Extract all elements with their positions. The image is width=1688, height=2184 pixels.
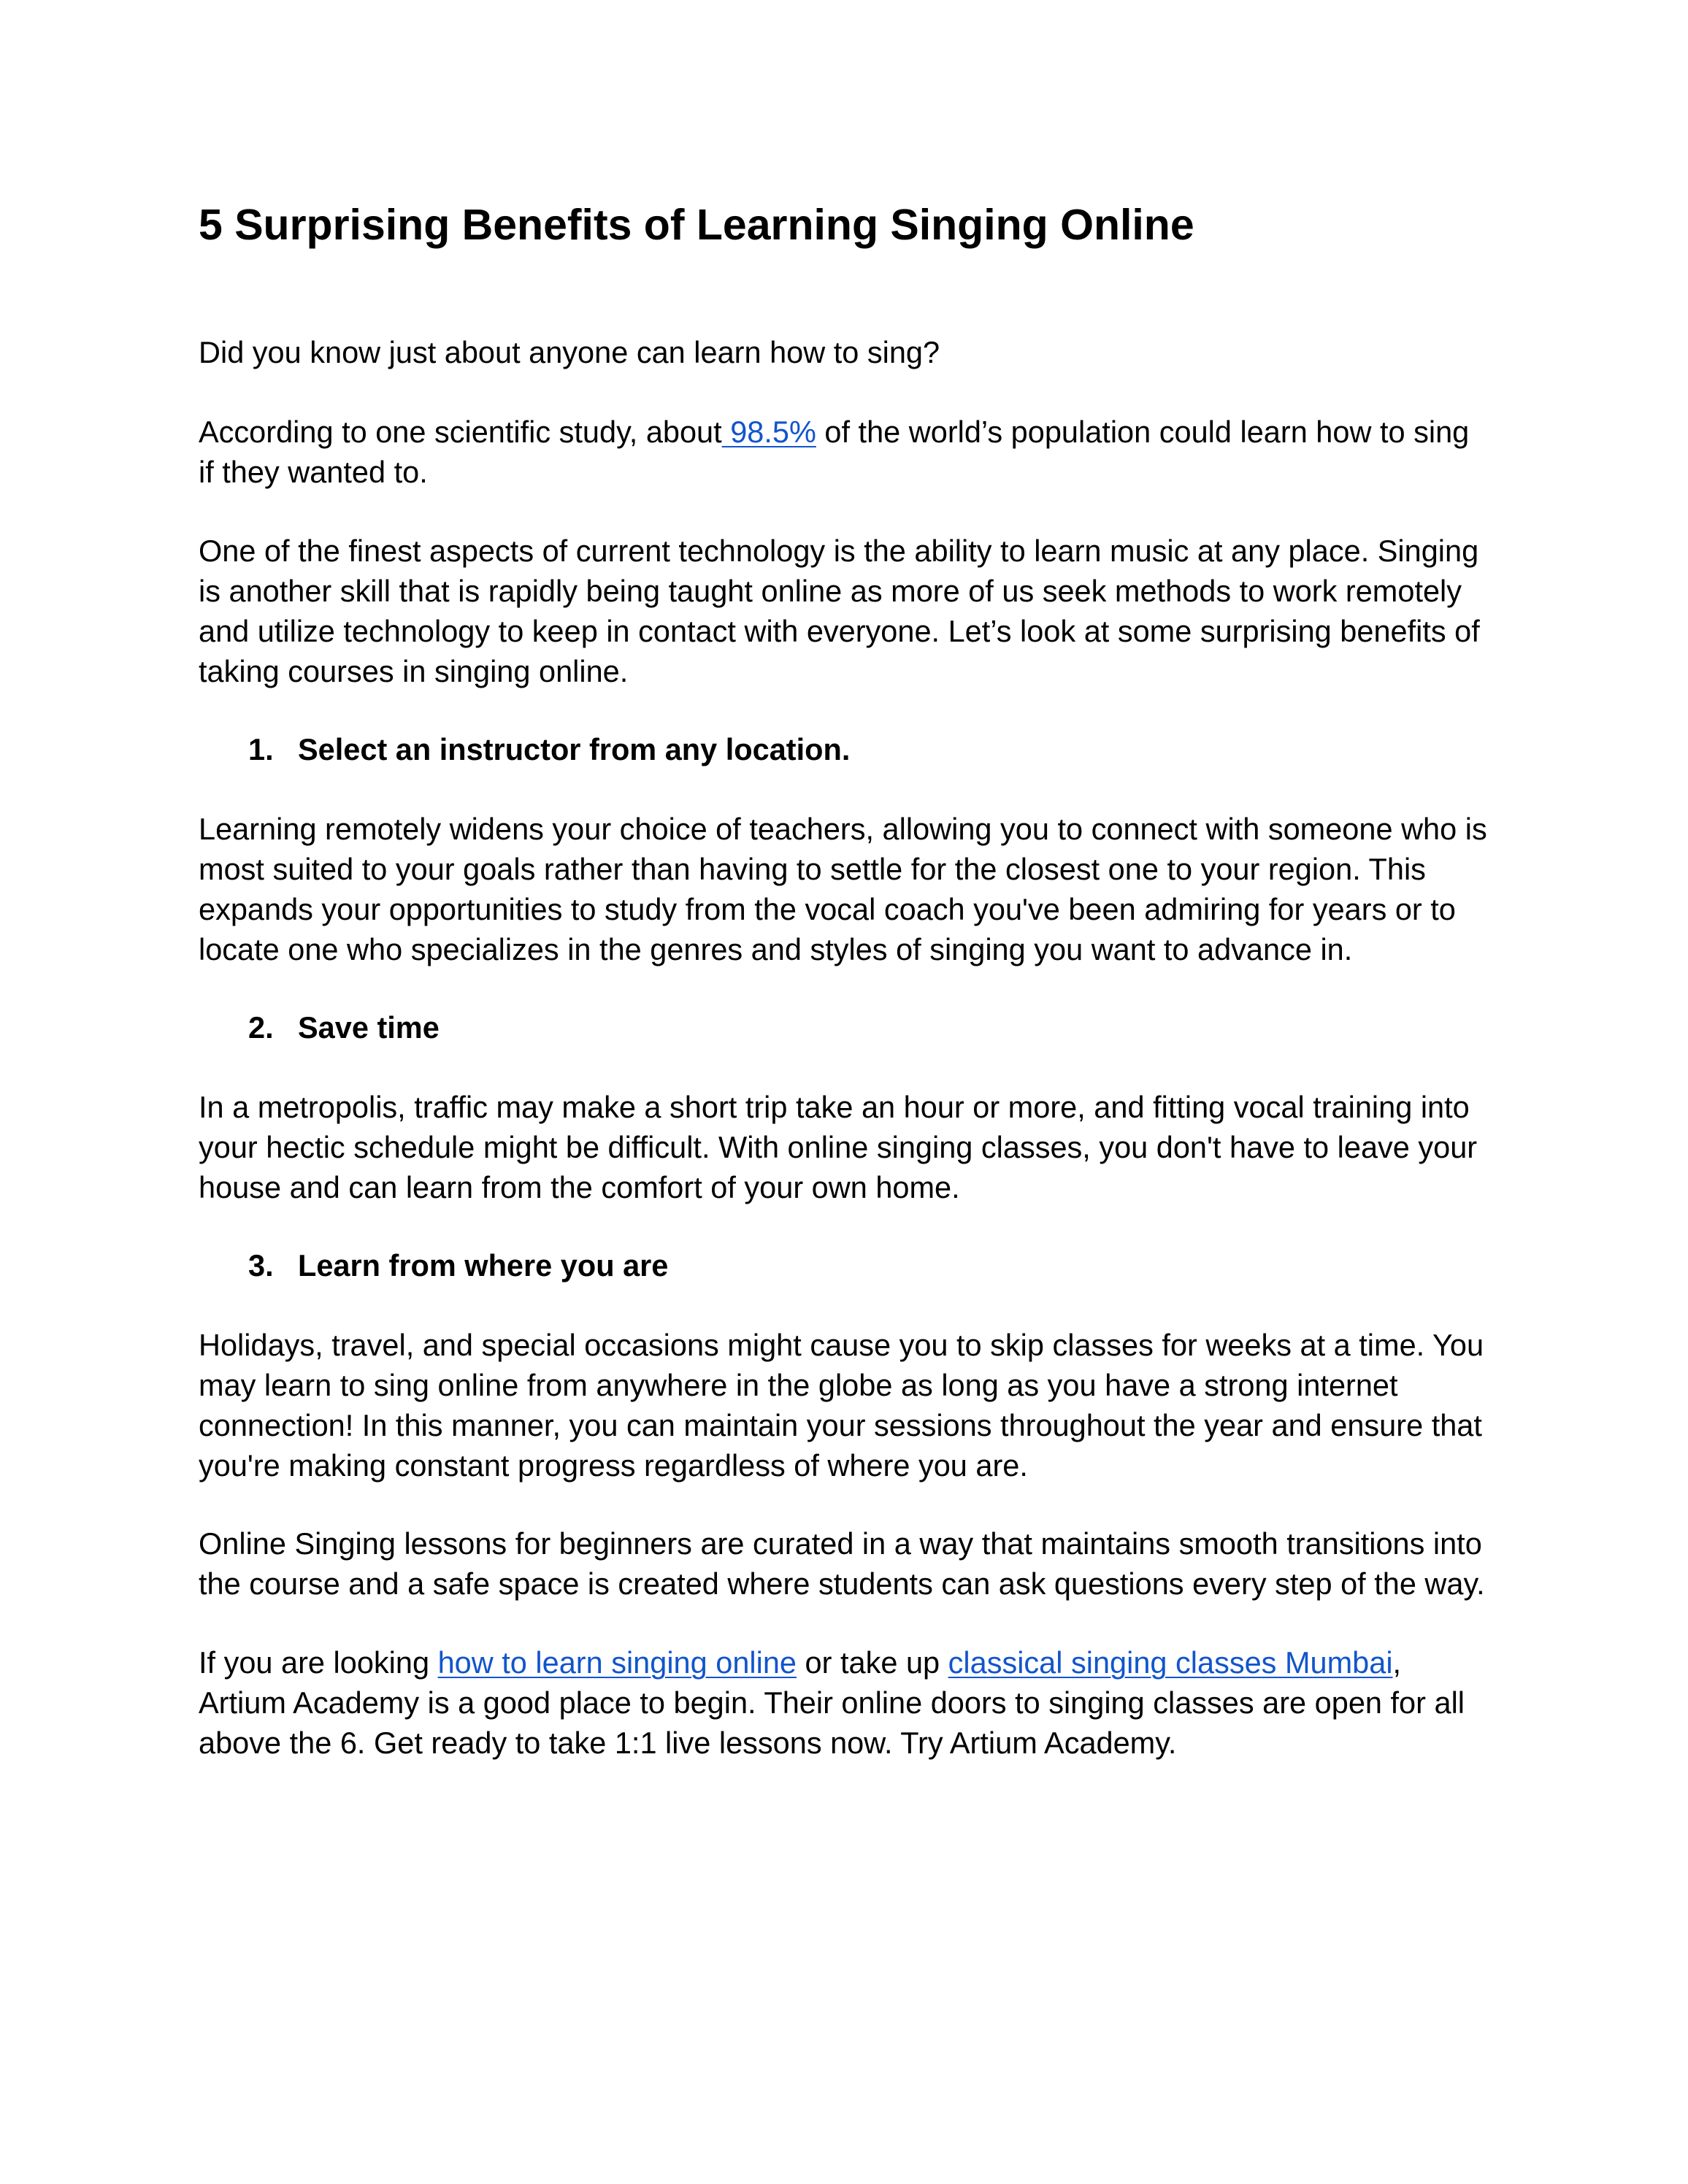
section-3-line: may learn to sing online from anywhere in the globe as long as you have a strong internet <box>199 1368 1398 1402</box>
closing-text-middle: or take up <box>797 1645 948 1680</box>
closing-paragraph <box>199 1642 1491 1763</box>
section-1-line: locate one who specializes in the genres and styles of singing you want to advance in. <box>199 932 1353 966</box>
section-1-line: expands your opportunities to study from the vocal coach you've been admiring for years or to <box>199 892 1456 926</box>
section-2-line: house and can learn from the comfort of your own home. <box>199 1170 960 1204</box>
intro-question: Did you know just about anyone can learn how to sing? <box>199 335 940 369</box>
section-3-line: you're making constant progress regardless of where you are. <box>199 1448 1028 1483</box>
list-number: 1. <box>248 732 274 766</box>
closing-line-2: Artium Academy is a good place to begin. Their online doors to singing classes are open for all <box>199 1685 1465 1720</box>
beginners-paragraph <box>199 1523 1491 1604</box>
section-3-line: connection! In this manner, you can maintain your sessions throughout the year and ensure that <box>199 1408 1482 1442</box>
page-title: 5 Surprising Benefits of Learning Singing Online <box>199 201 1194 249</box>
section-3-line: Holidays, travel, and special occasions might cause you to skip classes for weeks at a time. You <box>199 1328 1484 1362</box>
technology-line: One of the finest aspects of current technology is the ability to learn music at any place. Singing <box>199 534 1479 568</box>
closing-line-1 <box>199 1642 1491 1683</box>
technology-line: is another skill that is rapidly being taught online as more of us seek methods to work remotely <box>199 574 1462 608</box>
technology-line: taking courses in singing online. <box>199 654 629 688</box>
technology-paragraph <box>199 531 1491 691</box>
section-1-line: Learning remotely widens your choice of teachers, allowing you to connect with someone who is <box>199 812 1487 846</box>
section-2-paragraph <box>199 1087 1491 1207</box>
section-2-line: your hectic schedule might be difficult. With online singing classes, you don't have to leave your <box>199 1130 1478 1164</box>
list-item-1-heading <box>248 729 850 769</box>
section-1-line: most suited to your goals rather than having to settle for the closest one to your region. This <box>199 852 1426 886</box>
beginners-line: Online Singing lessons for beginners are curated in a way that maintains smooth transitions into <box>199 1526 1482 1561</box>
closing-line-3: above the 6. Get ready to take 1:1 live lessons now. Try Artium Academy. <box>199 1726 1177 1760</box>
closing-text-before: If you are looking <box>199 1645 438 1680</box>
list-heading-text: Learn from where you are <box>298 1248 669 1283</box>
beginners-line: the course and a safe space is created where students can ask questions every step of the way. <box>199 1566 1485 1601</box>
study-text-after: of the world’s population could learn how to sing <box>816 415 1470 449</box>
section-1-paragraph <box>199 809 1491 969</box>
study-line-1 <box>199 412 1491 452</box>
study-line-2: if they wanted to. <box>199 455 428 489</box>
technology-line: and utilize technology to keep in contact with everyone. Let’s look at some surprising benefits of <box>199 614 1480 648</box>
study-paragraph <box>199 412 1491 492</box>
list-heading-text: Select an instructor from any location. <box>298 732 851 766</box>
section-2-line: In a metropolis, traffic may make a short trip take an hour or more, and fitting vocal training into <box>199 1090 1470 1124</box>
list-item-2-heading <box>248 1007 440 1047</box>
classical-singing-mumbai-link[interactable]: classical singing classes Mumbai <box>948 1645 1393 1680</box>
list-number: 2. <box>248 1010 274 1045</box>
study-text-before: According to one scientific study, about <box>199 415 722 449</box>
section-3-paragraph <box>199 1325 1491 1485</box>
closing-text-after: , <box>1392 1645 1402 1680</box>
study-percentage-link[interactable]: 98.5% <box>721 415 816 449</box>
list-number: 3. <box>248 1248 274 1283</box>
list-heading-text: Save time <box>298 1010 440 1045</box>
learn-singing-online-link[interactable]: how to learn singing online <box>437 1645 797 1680</box>
list-item-3-heading <box>248 1245 668 1285</box>
